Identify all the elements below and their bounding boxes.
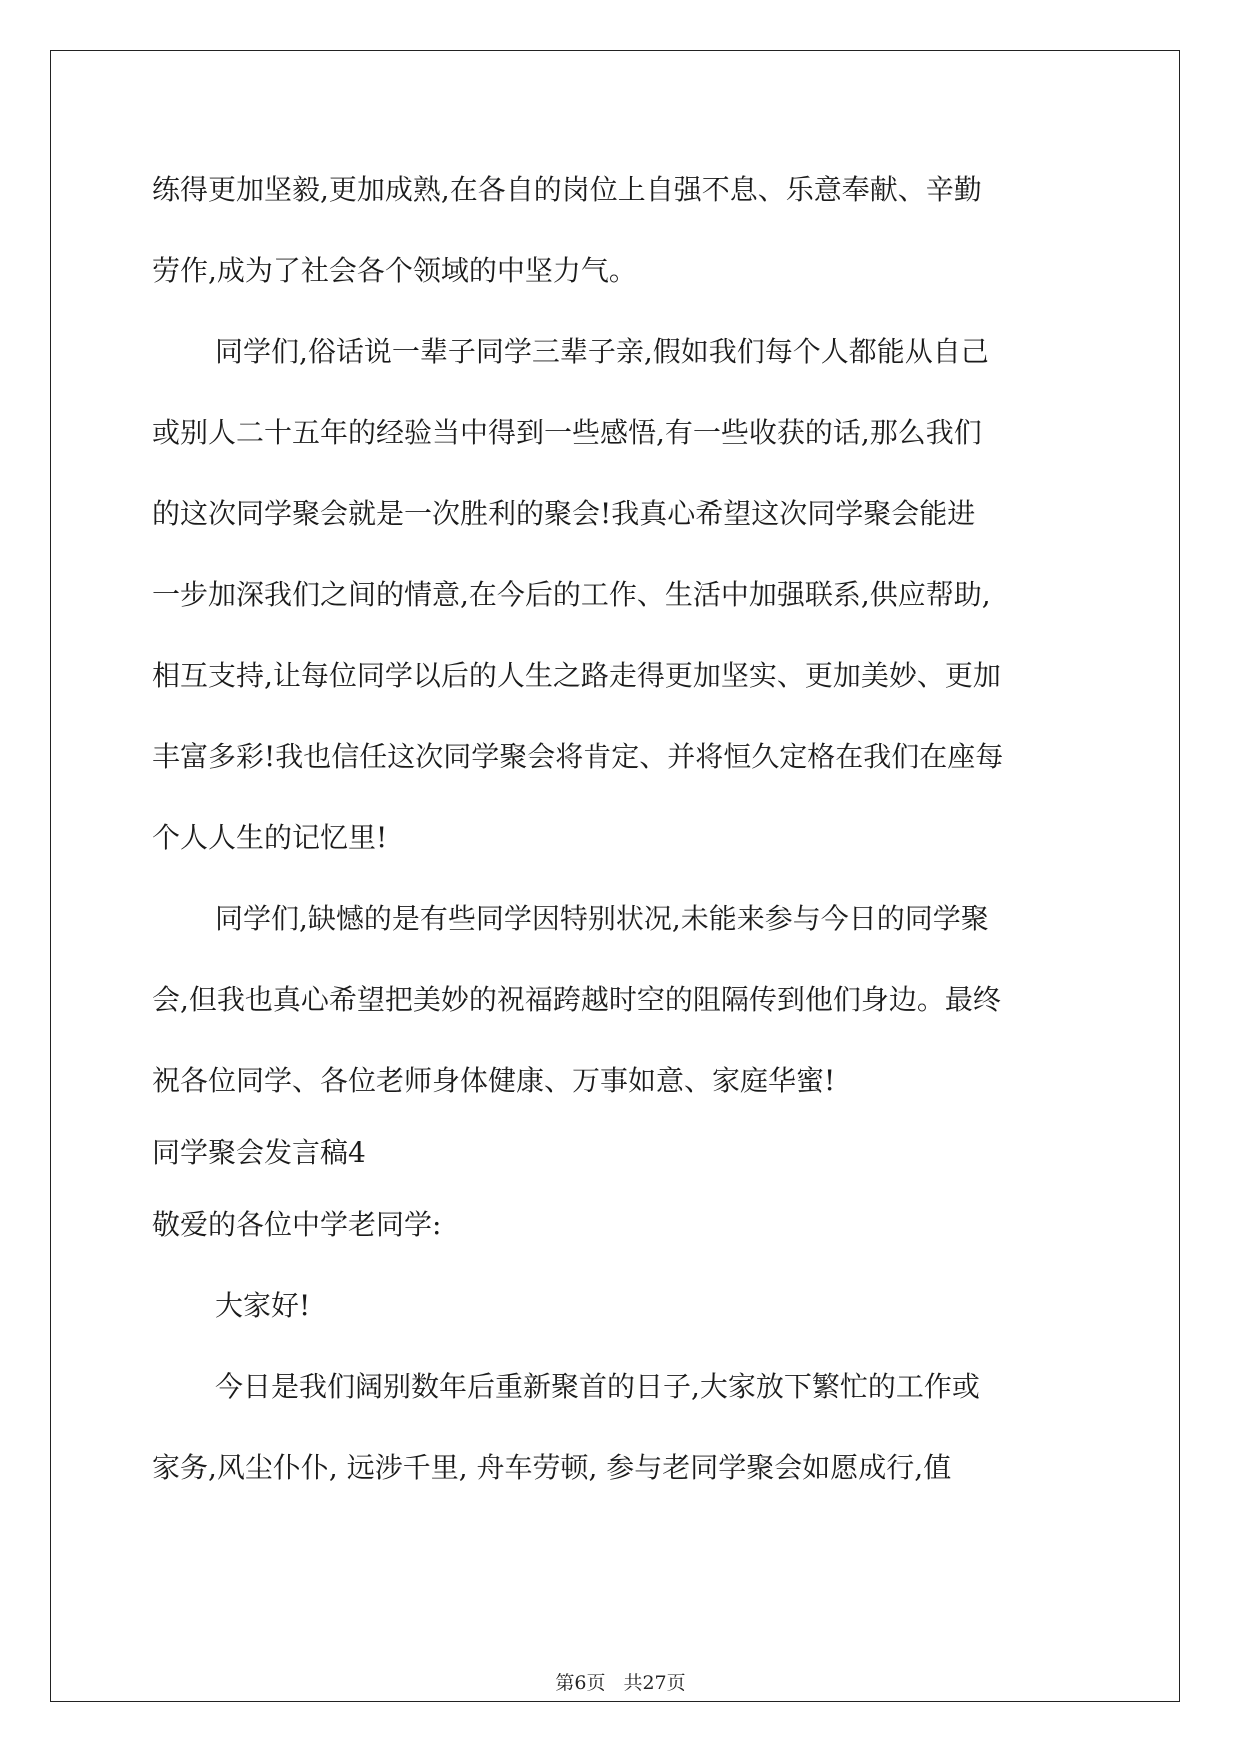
paragraph-start-line: 同学们,缺憾的是有些同学因特别状况,未能来参与今日的同学聚 bbox=[215, 902, 989, 935]
page-number: 第6页 bbox=[555, 1672, 606, 1694]
salutation: 敬爱的各位中学老同学: bbox=[152, 1208, 442, 1241]
greeting: 大家好! bbox=[215, 1289, 311, 1322]
text-line: 会,但我也真心希望把美妙的祝福跨越时空的阻隔传到他们身边。最终 bbox=[152, 983, 1001, 1016]
text-line: 祝各位同学、各位老师身体健康、万事如意、家庭华蜜! bbox=[152, 1064, 836, 1097]
text-line: 练得更加坚毅,更加成熟,在各自的岗位上自强不息、乐意奉献、辛勤 bbox=[152, 173, 982, 206]
text-line: 一步加深我们之间的情意,在今后的工作、生活中加强联系,供应帮助, bbox=[152, 578, 991, 611]
text-line: 个人人生的记忆里! bbox=[152, 821, 388, 854]
text-line: 家务,风尘仆仆, 远涉千里, 舟车劳顿, 参与老同学聚会如愿成行,值 bbox=[152, 1451, 952, 1484]
text-line: 劳作,成为了社会各个领域的中坚力气。 bbox=[152, 254, 637, 287]
text-line: 相互支持,让每位同学以后的人生之路走得更加坚实、更加美妙、更加 bbox=[152, 659, 1001, 692]
document-body bbox=[152, 160, 1082, 1519]
page-footer bbox=[0, 1668, 1241, 1695]
text-line: 或别人二十五年的经验当中得到一些感悟,有一些收获的话,那么我们 bbox=[152, 416, 982, 449]
section-heading: 同学聚会发言稿4 bbox=[152, 1136, 366, 1169]
page-total: 共27页 bbox=[623, 1672, 686, 1694]
paragraph-start-line: 今日是我们阔别数年后重新聚首的日子,大家放下繁忙的工作或 bbox=[215, 1370, 980, 1403]
text-line: 丰富多彩!我也信任这次同学聚会将肯定、并将恒久定格在我们在座每 bbox=[152, 740, 1004, 773]
text-line: 的这次同学聚会就是一次胜利的聚会!我真心希望这次同学聚会能进 bbox=[152, 497, 976, 530]
paragraph-start-line: 同学们,俗话说一辈子同学三辈子亲,假如我们每个人都能从自己 bbox=[215, 335, 989, 368]
